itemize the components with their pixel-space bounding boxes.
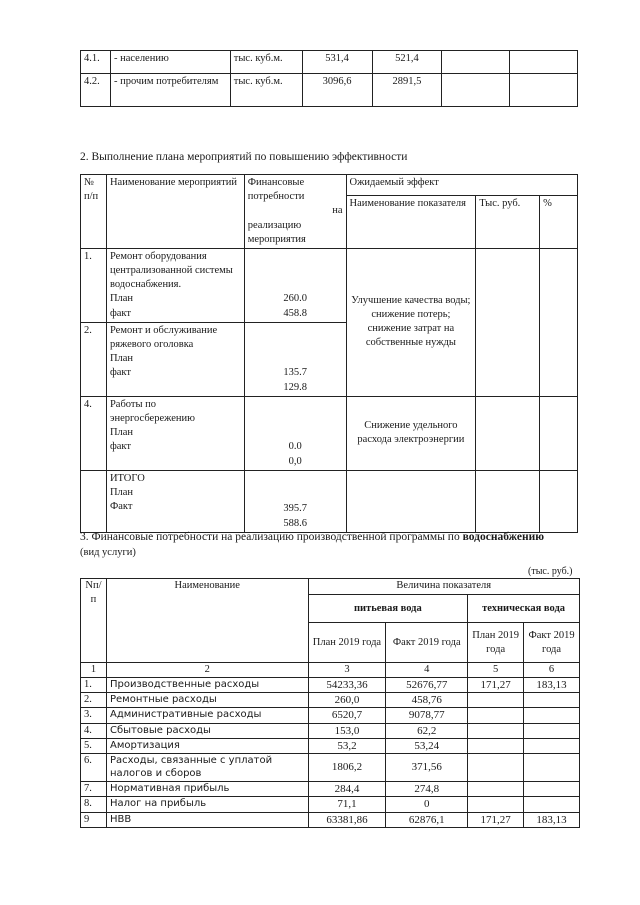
table-row	[81, 723, 580, 738]
fact-label: факт	[109, 307, 131, 319]
plan-drinking-value: 284,4	[308, 782, 386, 797]
measure-title-2: энергосбережению	[109, 412, 195, 424]
table-row	[81, 51, 578, 74]
header-value: Величина показателя	[308, 579, 579, 595]
plan-drinking-value: 1806,2	[308, 754, 386, 782]
header-fact-technical: Факт 2019 года	[524, 623, 580, 663]
plan-value: 135.7	[283, 367, 307, 379]
fact-drinking-value: 62876,1	[386, 812, 468, 827]
measure-name	[106, 248, 244, 322]
row-number: 2.	[81, 692, 107, 707]
header-row	[81, 175, 578, 196]
expense-name: Производственные расходы	[106, 677, 308, 692]
section-3-title	[80, 530, 544, 560]
fact-label: факт	[109, 441, 131, 453]
fact-value: 588.6	[283, 517, 307, 529]
fact-technical-value	[524, 708, 580, 723]
fact-value: 458.8	[283, 307, 307, 319]
table-row	[81, 677, 580, 692]
index-cell: 3	[308, 663, 386, 678]
plan-drinking-value: 63381,86	[308, 812, 386, 827]
empty-cell	[510, 51, 578, 74]
index-cell: 1	[81, 663, 107, 678]
row-number: 9	[81, 812, 107, 827]
efficiency-table	[80, 174, 578, 533]
fact-value: 129.8	[283, 381, 307, 393]
header-indicator: Наименование показателя	[346, 196, 476, 248]
table-row	[81, 738, 580, 753]
table-row	[81, 754, 580, 782]
index-cell: 6	[524, 663, 580, 678]
fact-technical-value: 183,13	[524, 677, 580, 692]
fact-drinking-value: 62,2	[386, 723, 468, 738]
header-drinking-water: питьевая вода	[308, 595, 468, 623]
header-need	[244, 175, 346, 249]
expense-name: Сбытовые расходы	[106, 723, 308, 738]
header-need-line2: реализацию мероприятия	[247, 219, 306, 245]
empty-cell	[540, 248, 578, 396]
header-num: № п/п	[81, 175, 107, 249]
plan-technical-value: 171,27	[468, 812, 524, 827]
plan-drinking-value: 53,2	[308, 738, 386, 753]
expense-name: НВВ	[106, 812, 308, 827]
plan-technical-value	[468, 797, 524, 812]
measure-title-2: ряжевого оголовка	[109, 338, 194, 350]
index-row	[81, 663, 580, 678]
plan-label: План	[109, 427, 134, 439]
measure-title: Работы по	[109, 398, 157, 410]
table-row	[81, 812, 580, 827]
plan-technical-value: 171,27	[468, 677, 524, 692]
consumer-name: - прочим потребителям	[110, 74, 230, 107]
fact-technical-value	[524, 754, 580, 782]
expense-name: Нормативная прибыль	[106, 782, 308, 797]
header-plan-technical: План 2019 года	[468, 623, 524, 663]
fact-drinking-value: 52676,77	[386, 677, 468, 692]
unit: тыс. куб.м.	[230, 51, 302, 74]
table-row	[81, 708, 580, 723]
empty-cell	[442, 74, 510, 107]
measure-name	[106, 470, 244, 532]
total-row	[81, 470, 578, 532]
measure-name	[106, 322, 244, 396]
plan-value: 260.0	[283, 293, 307, 305]
fact-drinking-value: 53,24	[386, 738, 468, 753]
empty-cell	[476, 248, 540, 396]
header-rub: Тыс. руб.	[476, 196, 540, 248]
header-need-line1: Финансовые потребности	[247, 177, 305, 203]
index-cell: 5	[468, 663, 524, 678]
plan-label: План	[109, 353, 134, 365]
measure-name	[106, 396, 244, 470]
fact-drinking-value: 458,76	[386, 692, 468, 707]
consumption-table	[80, 50, 578, 107]
row-number: 1.	[81, 677, 107, 692]
plan-drinking-value: 153,0	[308, 723, 386, 738]
fact-technical-value	[524, 797, 580, 812]
expense-name: Расходы, связанные с уплатой налогов и сборов	[106, 754, 308, 782]
header-plan-drinking: План 2019 года	[308, 623, 386, 663]
row-number: 1.	[81, 248, 107, 322]
need-values	[244, 248, 346, 322]
row-number: 2.	[81, 322, 107, 396]
header-pct: %	[540, 196, 578, 248]
empty-cell	[476, 396, 540, 470]
header-name: Наименование мероприятий	[106, 175, 244, 249]
unit-note: (тыс. руб.)	[528, 566, 573, 577]
plan-label: План	[109, 293, 134, 305]
row-number: 5.	[81, 738, 107, 753]
value-fact: 2891,5	[372, 74, 442, 107]
fact-drinking-value: 371,56	[386, 754, 468, 782]
measure-title: Ремонт и обслуживание	[109, 324, 218, 336]
fact-label: Факт	[109, 501, 133, 513]
fact-technical-value	[524, 738, 580, 753]
measure-title: Ремонт оборудования централизованной системы водоснабжения.	[109, 250, 233, 291]
plan-value: 0.0	[288, 441, 302, 453]
empty-cell	[540, 396, 578, 470]
header-effect: Ожидаемый эффект	[346, 175, 577, 196]
plan-drinking-value: 71,1	[308, 797, 386, 812]
need-values	[244, 470, 346, 532]
expense-name: Амортизация	[106, 738, 308, 753]
value-plan: 3096,6	[302, 74, 372, 107]
fact-drinking-value: 9078,77	[386, 708, 468, 723]
effect-description: Улучшение качества воды; снижение потерь; снижение затрат на собственные нужды	[346, 248, 476, 396]
table-row	[81, 797, 580, 812]
expense-name: Административные расходы	[106, 708, 308, 723]
empty-cell	[540, 470, 578, 532]
section-2-title: 2. Выполнение плана мероприятий по повышению эффективности	[80, 151, 408, 163]
header-fact-drinking: Факт 2019 года	[386, 623, 468, 663]
fact-drinking-value: 274,8	[386, 782, 468, 797]
fact-technical-value	[524, 692, 580, 707]
plan-technical-value	[468, 723, 524, 738]
header-row	[81, 579, 580, 595]
table-row	[81, 74, 578, 107]
row-number: 6.	[81, 754, 107, 782]
row-number: 8.	[81, 797, 107, 812]
need-values	[244, 322, 346, 396]
table-row	[81, 248, 578, 322]
expense-name: Ремонтные расходы	[106, 692, 308, 707]
empty-cell	[442, 51, 510, 74]
effect-description: Снижение удельного расхода электроэнергии	[346, 396, 476, 470]
table-row	[81, 396, 578, 470]
row-number: 4.	[81, 723, 107, 738]
plan-technical-value	[468, 754, 524, 782]
fact-value: 0,0	[288, 455, 302, 467]
need-values	[244, 396, 346, 470]
service-subtitle: (вид услуги)	[80, 546, 136, 558]
plan-drinking-value: 260,0	[308, 692, 386, 707]
row-number: 4.	[81, 396, 107, 470]
plan-drinking-value: 54233,36	[308, 677, 386, 692]
empty-cell	[346, 470, 476, 532]
service-name: водоснабжению	[462, 531, 544, 543]
index-cell: 2	[106, 663, 308, 678]
value-fact: 521,4	[372, 51, 442, 74]
fact-label: факт	[109, 367, 131, 379]
index-cell: 4	[386, 663, 468, 678]
financial-rows	[81, 677, 580, 827]
plan-drinking-value: 6520,7	[308, 708, 386, 723]
consumer-name: - населению	[110, 51, 230, 74]
plan-value: 395.7	[283, 503, 307, 515]
fact-technical-value	[524, 723, 580, 738]
plan-technical-value	[468, 782, 524, 797]
table-row	[81, 782, 580, 797]
unit: тыс. куб.м.	[230, 74, 302, 107]
header-technical-water: техническая вода	[468, 595, 580, 623]
row-number: 4.1.	[81, 51, 111, 74]
header-name: Наименование	[106, 579, 308, 663]
row-number: 4.2.	[81, 74, 111, 107]
fact-drinking-value: 0	[386, 797, 468, 812]
row-number: 3.	[81, 708, 107, 723]
section-3-title-text: 3. Финансовые потребности на реализацию производственной программы по	[80, 531, 460, 543]
plan-label: План	[109, 486, 134, 498]
header-num: Nп/ п	[81, 579, 107, 663]
empty-cell	[510, 74, 578, 107]
table-row	[81, 692, 580, 707]
header-need-na: на	[332, 205, 343, 217]
row-number: 7.	[81, 782, 107, 797]
value-plan: 531,4	[302, 51, 372, 74]
empty-cell	[476, 470, 540, 532]
plan-technical-value	[468, 738, 524, 753]
total-label: ИТОГО	[109, 472, 145, 484]
fact-technical-value	[524, 782, 580, 797]
plan-technical-value	[468, 708, 524, 723]
financial-needs-table	[80, 578, 580, 828]
row-number	[81, 470, 107, 532]
plan-technical-value	[468, 692, 524, 707]
fact-technical-value: 183,13	[524, 812, 580, 827]
expense-name: Налог на прибыль	[106, 797, 308, 812]
